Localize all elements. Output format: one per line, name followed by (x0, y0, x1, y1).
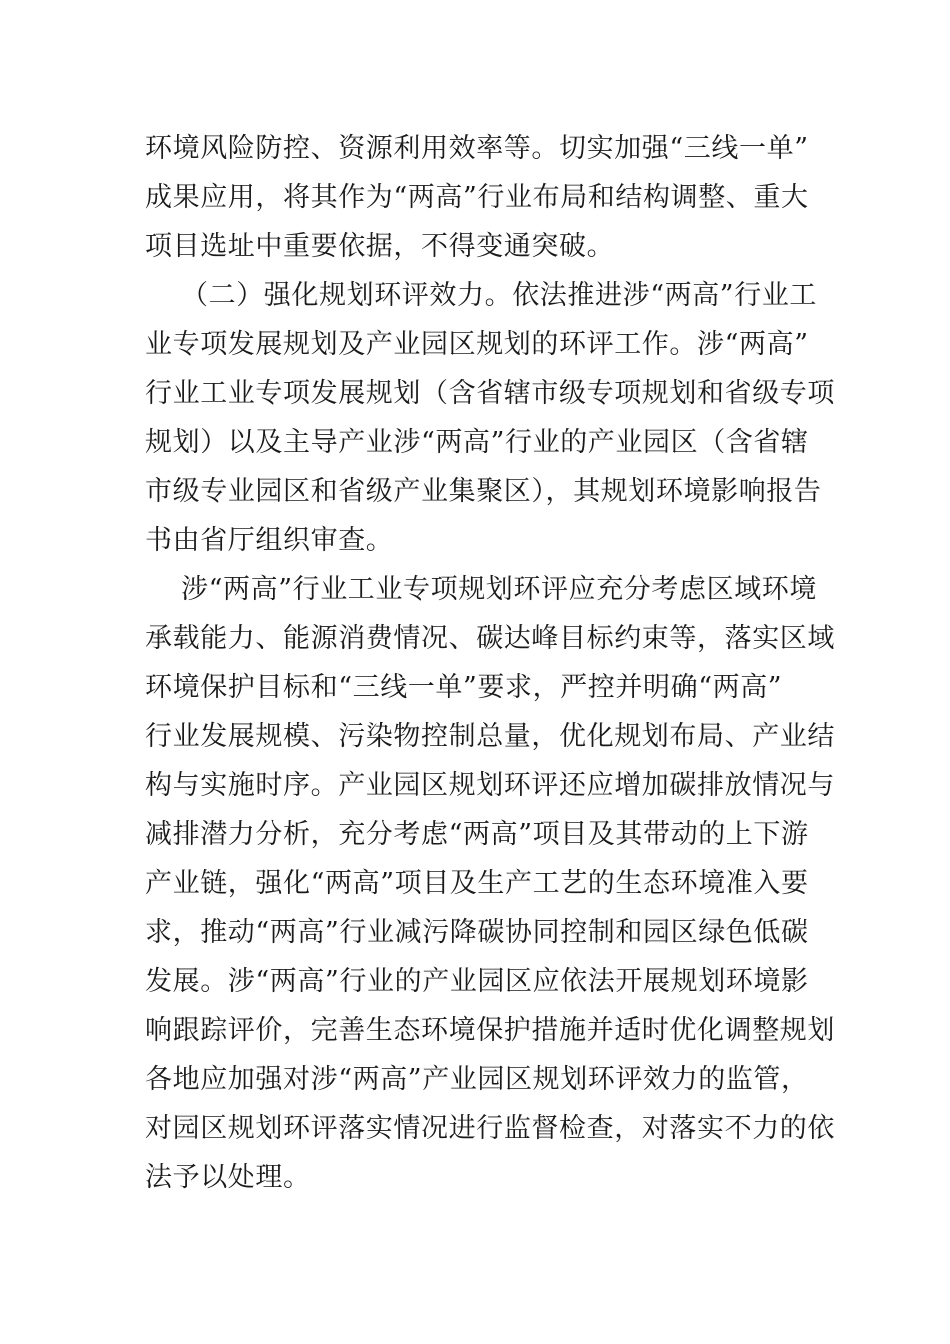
text-line: 响跟踪评价，完善生态环境保护措施并适时优化调整规划 (145, 1015, 835, 1046)
text-line: 行业工业专项发展规划（含省辖市级专项规划和省级专项 (145, 378, 835, 409)
text-line: 各地应加强对涉“两高”产业园区规划环评效力的监管， (145, 1064, 809, 1095)
text-line: 承载能力、能源消费情况、碳达峰目标约束等，落实区域 (145, 623, 835, 654)
text-line: 规划）以及主导产业涉“两高”行业的产业园区（含省辖 (145, 427, 809, 458)
text-line: 求，推动“两高”行业减污降碳协同控制和园区绿色低碳 (145, 917, 809, 948)
text-line: 法予以处理。 (145, 1162, 311, 1193)
text-line: 项目选址中重要依据，不得变通突破。 (145, 231, 615, 262)
text-line: 环境保护目标和“三线一单”要求，严控并明确“两高” (145, 672, 783, 703)
text-line: 业专项发展规划及产业园区规划的环评工作。涉“两高” (145, 329, 809, 360)
section-heading-line: （二）强化规划环评效力。依法推进涉“两高”行业工 (181, 280, 818, 311)
text-line: 产业链，强化“两高”项目及生产工艺的生态环境准入要 (145, 868, 809, 899)
text-line: 对园区规划环评落实情况进行监督检查，对落实不力的依 (145, 1113, 835, 1144)
document-body (145, 124, 835, 1202)
paragraph-start-line: 涉“两高”行业工业专项规划环评应充分考虑区域环境 (181, 574, 818, 605)
text-line: 行业发展规模、污染物控制总量，优化规划布局、产业结 (145, 721, 835, 752)
text-line: 成果应用，将其作为“两高”行业布局和结构调整、重大 (145, 182, 809, 213)
text-line: 书由省厅组织审查。 (145, 525, 394, 556)
text-line: 市级专业园区和省级产业集聚区），其规划环境影响报告 (145, 476, 822, 507)
text-line: 减排潜力分析，充分考虑“两高”项目及其带动的上下游 (145, 819, 809, 850)
text-line: 构与实施时序。产业园区规划环评还应增加碳排放情况与 (145, 770, 835, 801)
text-line: 发展。涉“两高”行业的产业园区应依法开展规划环境影 (145, 966, 809, 997)
text-line: 环境风险防控、资源利用效率等。切实加强“三线一单” (145, 133, 809, 164)
